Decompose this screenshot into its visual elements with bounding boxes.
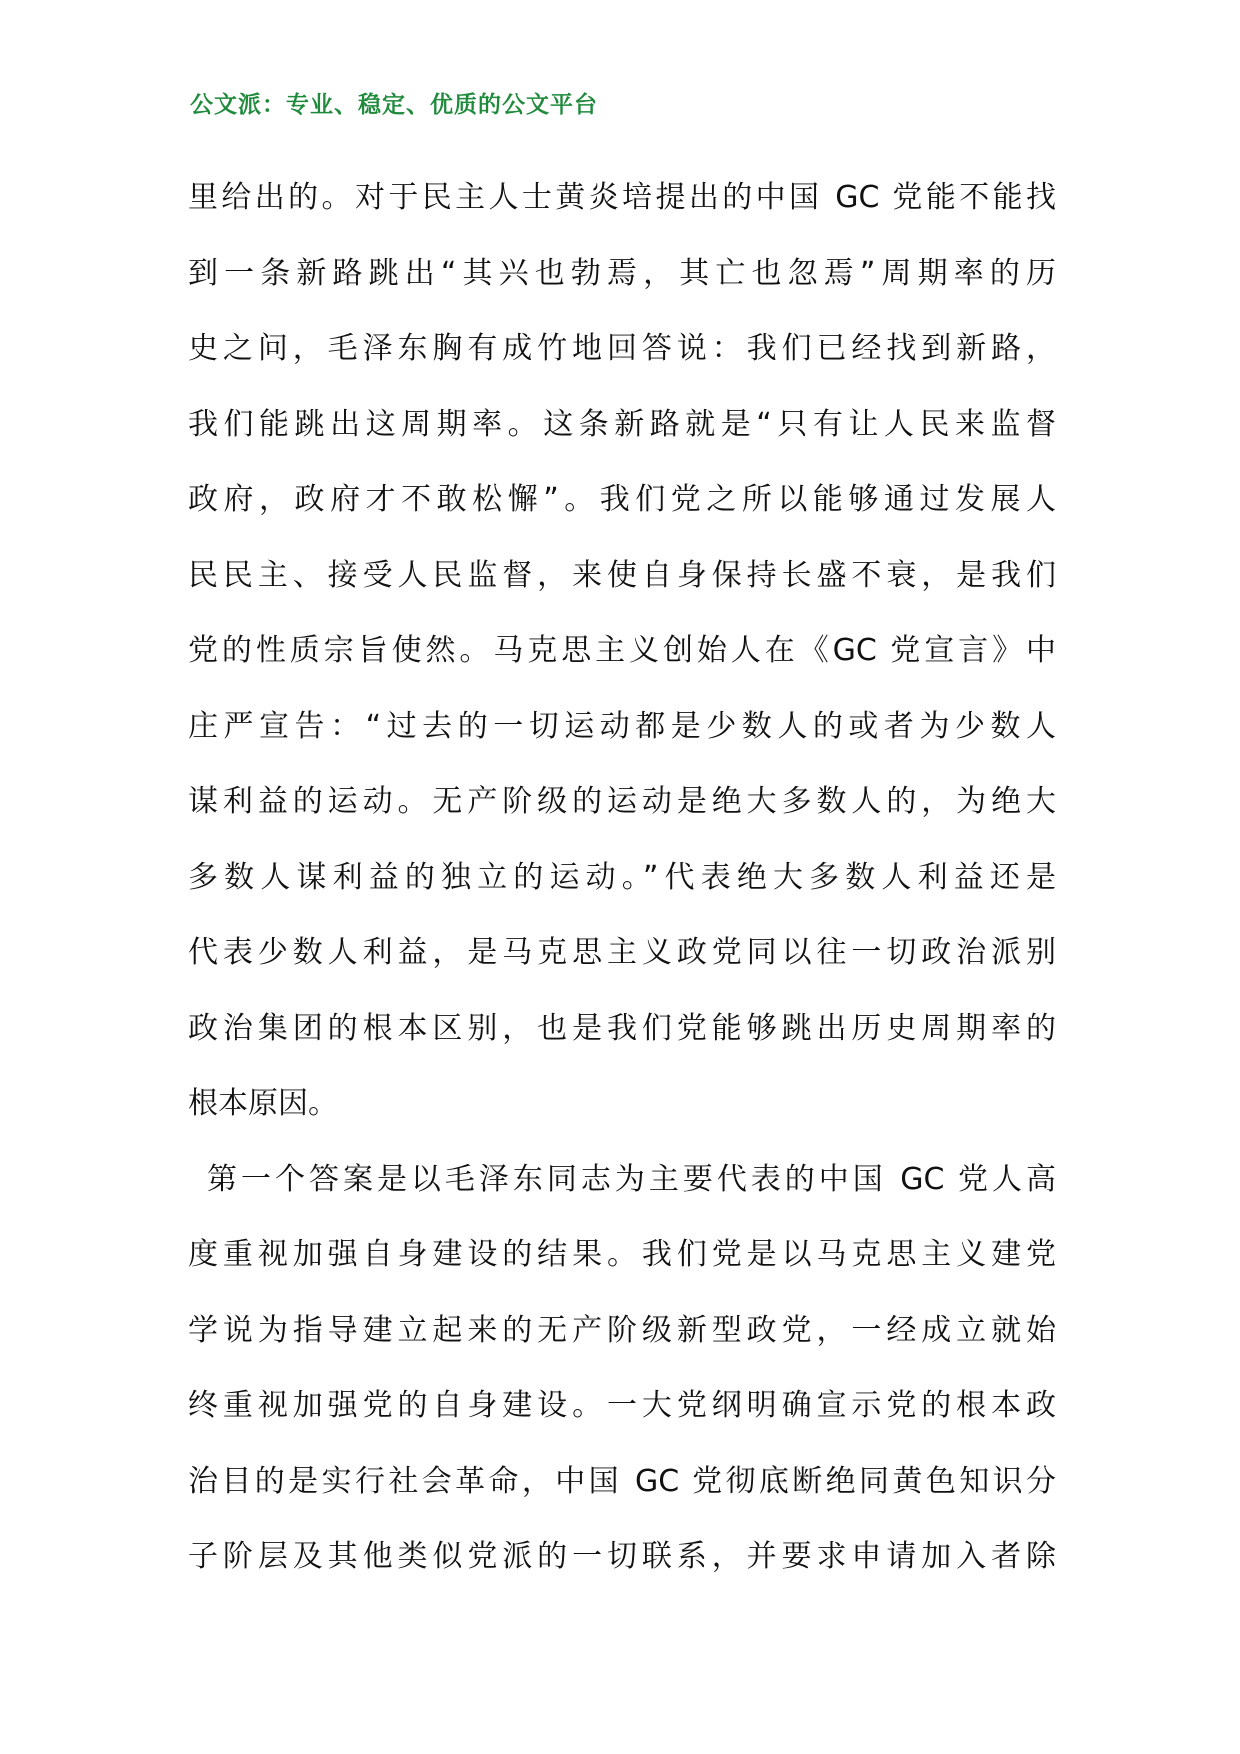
- text-line: 我们能跳出这周期率。这条新路就是“只有让人民来监督: [188, 406, 1056, 442]
- paragraph: [188, 167, 1056, 1149]
- text-line: 庄严宣告：“过去的一切运动都是少数人的或者为少数人: [188, 708, 1056, 744]
- text-line: 民民主、接受人民监督，来使自身保持长盛不衰，是我们: [188, 557, 1056, 593]
- text-line: 到一条新路跳出“其兴也勃焉，其亡也忽焉”周期率的历: [188, 255, 1056, 291]
- text-line: 治目的是实行社会革命，中国 GC 党彻底断绝同黄色知识分: [188, 1463, 1056, 1499]
- text-line: 代表少数人利益，是马克思主义政党同以往一切政治派别: [188, 935, 1056, 970]
- paragraph: [188, 1149, 1056, 1602]
- text-line: 谋利益的运动。无产阶级的运动是绝大多数人的，为绝大: [188, 784, 1056, 819]
- text-line: 政治集团的根本区别，也是我们党能够跳出历史周期率的: [188, 1010, 1056, 1046]
- text-line: 度重视加强自身建设的结果。我们党是以马克思主义建党: [188, 1237, 1056, 1272]
- text-line: 多数人谋利益的独立的运动。”代表绝大多数人利益还是: [188, 859, 1056, 895]
- text-line: 里给出的。对于民主人士黄炎培提出的中国 GC 党能不能找: [188, 180, 1056, 215]
- document-body: [188, 167, 1056, 1602]
- text-line: 党的性质宗旨使然。马克思主义创始人在《GC 党宣言》中: [188, 633, 1056, 668]
- text-line: 子阶层及其他类似党派的一切联系，并要求申请加入者除: [188, 1539, 1056, 1574]
- text-line: 政府，政府才不敢松懈”。我们党之所以能够通过发展人: [188, 482, 1056, 517]
- text-line: 第一个答案是以毛泽东同志为主要代表的中国 GC 党人高: [207, 1161, 1056, 1197]
- text-line: 根本原因。: [188, 1086, 338, 1121]
- text-line: 学说为指导建立起来的无产阶级新型政党，一经成立就始: [188, 1312, 1056, 1348]
- page-header: 公文派：专业、稳定、优质的公文平台: [190, 91, 598, 118]
- text-line: 史之问，毛泽东胸有成竹地回答说：我们已经找到新路，: [188, 331, 1056, 366]
- text-line: 终重视加强党的自身建设。一大党纲明确宣示党的根本政: [188, 1388, 1056, 1423]
